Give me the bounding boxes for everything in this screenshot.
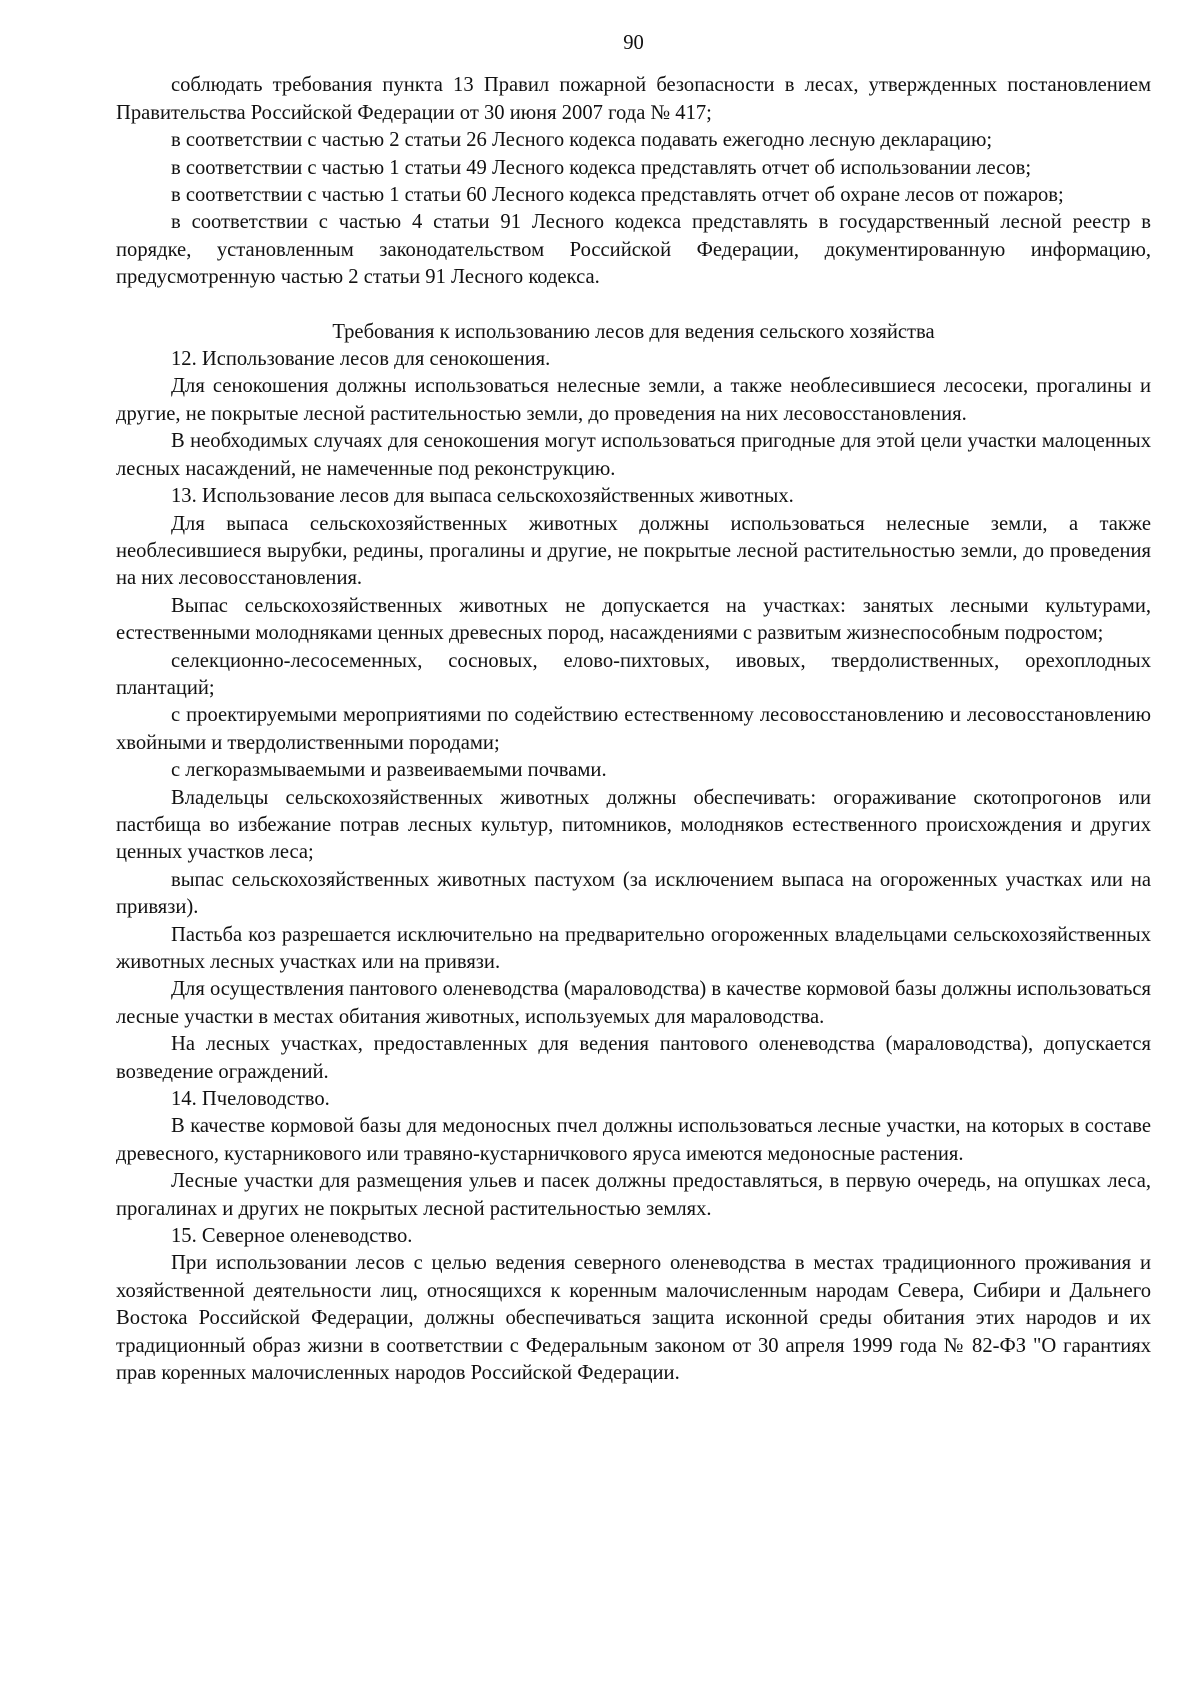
paragraph: На лесных участках, предоставленных для ведения пантового оленеводства (мараловодства), допускается возведение ограждений. [116,1033,1151,1083]
paragraph: выпас сельскохозяйственных животных пастухом (за исключением выпаса на огороженных участках или на привязи). [116,868,1151,919]
paragraph: В необходимых случаях для сенокошения могут использоваться пригодные для этой цели участки малоценных лесных насаждений, не намеченные под реконструкцию. [116,430,1151,480]
paragraph: в соответствии с частью 2 статьи 26 Лесного кодекса подавать ежегодно лесную декларацию; [171,129,993,152]
paragraph: соблюдать требования пункта 13 Правил пожарной безопасности в лесах, утвержденных постановлением Правительства Российской Федерации от 30 июня 2007 года № 417; [116,74,1151,124]
paragraph: В качестве кормовой базы для медоносных пчел должны использоваться лесные участки, на которых в составе древесного, кустарникового или травяно-кустарничкового яруса имеются медоносные растения. [116,1115,1151,1165]
paragraph: Выпас сельскохозяйственных животных не допускается на участках: занятых лесными культурами, естественными молодняками ценных древесных пород, насаждениями с развитым жизнеспособным подростом; [116,594,1151,645]
paragraph: Для сенокошения должны использоваться нелесные земли, а также необлесившиеся лесосеки, прогалины и другие, не покрытые лесной растительностью земли, до проведения на них лесовосстановления. [116,375,1151,425]
section-heading: Требования к использованию лесов для ведения сельского хозяйства [332,320,935,343]
paragraph: Для выпаса сельскохозяйственных животных должны использоваться нелесные земли, а также необлесившиеся вырубки, редины, прогалины и другие, не покрытые лесной растительностью земли, до проведения на них лесовосстановления. [116,512,1151,590]
paragraph: в соответствии с частью 4 статьи 91 Лесного кодекса представлять в государственный лесной реестр в порядке, установленным законодательством Российской Федерации, документированную информацию, предусмотренную частью 2 статьи 91 Лесного кодекса. [116,211,1151,289]
paragraph: в соответствии с частью 1 статьи 60 Лесного кодекса представлять отчет об охране лесов от пожаров; [171,184,1064,207]
paragraph: Пастьба коз разрешается исключительно на предварительно огороженных владельцами сельскохозяйственных животных лесных участках или на привязи. [116,923,1151,973]
paragraph: При использовании лесов с целью ведения северного оленеводства в местах традиционного проживания и хозяйственной деятельности лиц, относящихся к коренным малочисленным народам Севера, Сибири и Дальнего Востока Российской Федерации, должны обеспечиваться защита исконной среды обитания этих народов и их традиционный образ жизни в соответствии с Федеральным законом от 30 апреля 1999 года № 82-ФЗ "О гарантиях прав коренных малочисленных народов Российской Федерации. [116,1252,1151,1385]
paragraph: Лесные участки для размещения ульев и пасек должны предоставляться, в первую очередь, на опушках леса, прогалинах и других не покрытых лесной растительностью землях. [116,1170,1151,1220]
paragraph: в соответствии с частью 1 статьи 49 Лесного кодекса представлять отчет об использовании лесов; [171,156,1032,179]
section-after [116,346,1151,1387]
paragraph: Владельцы сельскохозяйственных животных должны обеспечивать: огораживание скотопрогонов или пастбища во избежание потрав лесных культур, питомников, молодняков естественного происхождения и других ценных участков леса; [116,786,1151,864]
paragraph: 14. Пчеловодство. [171,1088,330,1111]
paragraph: с легкоразмываемыми и развеиваемыми почвами. [171,759,607,782]
paragraph: Для осуществления пантового оленеводства (мараловодства) в качестве кормовой базы должны использоваться лесные участки в местах обитания животных, используемых для мараловодства. [116,978,1151,1028]
paragraph: 15. Северное оленеводство. [171,1225,413,1248]
paragraph: селекционно-лесосеменных, сосновых, елово-пихтовых, ивовых, твердолиственных, орехоплодных плантаций; [116,649,1151,699]
document-page [116,30,1151,1388]
paragraph: 13. Использование лесов для выпаса сельскохозяйственных животных. [171,485,794,508]
paragraph: 12. Использование лесов для сенокошения. [171,348,551,371]
page-number: 90 [623,32,644,54]
paragraph: с проектируемыми мероприятиями по содействию естественному лесовосстановлению и лесовосстановлению хвойными и твердолиственными породами; [116,704,1151,754]
section-before [116,72,1151,291]
